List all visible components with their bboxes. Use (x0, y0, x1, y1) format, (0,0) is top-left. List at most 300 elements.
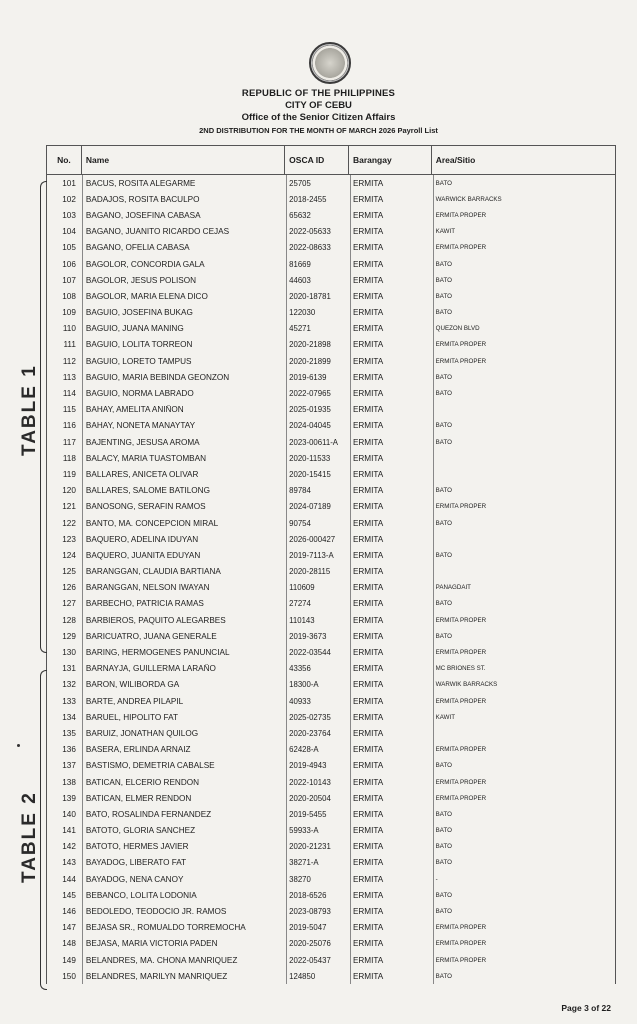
cell-area: BATO (435, 260, 452, 268)
cell-osca: 38270 (289, 874, 311, 884)
cell-barangay: ERMITA (352, 631, 384, 641)
cell-area: PANAGDAIT (435, 584, 471, 592)
cell-no: 125 (62, 567, 76, 577)
cell-osca: 2020-15415 (289, 469, 331, 479)
cell-name: BANOSONG, SERAFIN RAMOS (85, 502, 206, 512)
cell-area: QUEZON BLVD (435, 325, 480, 333)
table-row (47, 353, 615, 369)
table-row (47, 612, 615, 628)
cell-osca: 45271 (289, 324, 311, 334)
table-row (47, 288, 615, 304)
table-row (47, 418, 615, 434)
table-row (47, 709, 615, 725)
cell-barangay: ERMITA (352, 389, 384, 399)
cell-barangay: ERMITA (352, 939, 384, 949)
table-row (47, 483, 615, 499)
cell-area: BATO (435, 422, 452, 430)
cell-osca: 40933 (289, 696, 311, 706)
table-row (47, 774, 615, 790)
cell-barangay: ERMITA (352, 243, 384, 253)
table-row (47, 871, 615, 887)
cell-area: KAWIT (435, 228, 456, 236)
table-row (47, 256, 615, 272)
cell-osca: 2022-10143 (289, 777, 331, 787)
cell-no: 124 (62, 550, 76, 560)
cell-no: 130 (62, 648, 76, 658)
table-row (47, 531, 615, 547)
cell-osca: 2020-18781 (289, 291, 331, 301)
cell-barangay: ERMITA (352, 955, 384, 965)
cell-barangay: ERMITA (352, 599, 384, 609)
col-header-barangay: Barangay (349, 146, 432, 174)
cell-area: ERMITA PROPER (435, 503, 487, 511)
col-header-no: No. (47, 146, 82, 174)
cell-no: 105 (62, 243, 76, 253)
cell-osca: 2023-08793 (289, 907, 331, 917)
cell-barangay: ERMITA (352, 178, 384, 188)
cell-no: 118 (62, 453, 76, 463)
table-row (47, 547, 615, 563)
cell-osca: 2018-6526 (289, 890, 327, 900)
cell-no: 147 (62, 923, 76, 933)
cell-barangay: ERMITA (352, 680, 384, 690)
table-row (47, 887, 615, 903)
cell-barangay: ERMITA (352, 745, 384, 755)
cell-barangay: ERMITA (352, 356, 384, 366)
header-republic: REPUBLIC OF THE PHILIPPINES (241, 88, 396, 99)
cell-barangay: ERMITA (352, 890, 384, 900)
payroll-table (46, 145, 616, 984)
cell-no: 112 (62, 356, 76, 366)
cell-name: BASERA, ERLINDA ARNAIZ (85, 745, 191, 755)
cell-barangay: ERMITA (352, 712, 384, 722)
cell-area: ERMITA PROPER (435, 244, 487, 252)
cell-area: BATO (435, 827, 452, 835)
cell-area: BATO (435, 859, 452, 867)
table-row (47, 385, 615, 401)
cell-name: BANTO, MA. CONCEPCION MIRAL (85, 518, 219, 528)
cell-osca: 18300-A (289, 680, 319, 690)
column-divider (350, 175, 351, 984)
cell-name: BATO, ROSALINDA FERNANDEZ (85, 809, 212, 819)
table-row (47, 903, 615, 919)
cell-name: BAHAY, AMELITA ANIÑON (85, 405, 184, 415)
cell-barangay: ERMITA (352, 664, 384, 674)
cell-no: 131 (62, 664, 76, 674)
table1-bracket (40, 181, 47, 653)
cell-barangay: ERMITA (352, 534, 384, 544)
cell-osca: 2024-04045 (289, 421, 331, 431)
table-row (47, 644, 615, 660)
cell-osca: 2020-20504 (289, 793, 331, 803)
cell-name: BARBECHO, PATRICIA RAMAS (85, 599, 204, 609)
table-row (47, 790, 615, 806)
cell-name: BARUIZ, JONATHAN QUILOG (85, 728, 199, 738)
cell-osca: 2020-21898 (289, 340, 331, 350)
cell-osca: 2019-6139 (289, 372, 327, 382)
cell-area: BATO (435, 843, 452, 851)
cell-osca: 65632 (289, 210, 311, 220)
col-header-area-sitio: Area/Sitio (435, 155, 476, 165)
cell-no: 139 (62, 793, 76, 803)
cell-barangay: ERMITA (352, 793, 384, 803)
cell-barangay: ERMITA (352, 696, 384, 706)
table-row (47, 321, 615, 337)
table-row (47, 175, 615, 191)
cell-no: 101 (62, 178, 76, 188)
cell-osca: 2020-21231 (289, 842, 331, 852)
cell-barangay: ERMITA (352, 486, 384, 496)
cell-area: BATO (435, 309, 452, 317)
cell-barangay: ERMITA (352, 842, 384, 852)
cell-barangay: ERMITA (352, 826, 384, 836)
cell-no: 109 (62, 308, 76, 318)
cell-osca: 2019-5047 (289, 923, 327, 933)
cell-area: BATO (435, 390, 452, 398)
cell-barangay: ERMITA (352, 227, 384, 237)
table-row (47, 580, 615, 596)
cell-no: 146 (62, 907, 76, 917)
cell-name: BARANGGAN, NELSON IWAYAN (85, 583, 210, 593)
table-row (47, 952, 615, 968)
table-row (47, 466, 615, 482)
cell-osca: 2026-000427 (289, 534, 336, 544)
cell-osca: 2020-21899 (289, 356, 331, 366)
cell-no: 140 (62, 809, 76, 819)
table-row (47, 725, 615, 741)
table-row (47, 450, 615, 466)
cell-name: BARTE, ANDREA PILAPIL (85, 696, 184, 706)
cell-area: BATO (435, 438, 452, 446)
cell-no: 103 (62, 210, 76, 220)
cell-area: ERMITA PROPER (435, 778, 487, 786)
cell-osca: 90754 (289, 518, 311, 528)
cell-barangay: ERMITA (352, 405, 384, 415)
cell-no: 149 (62, 955, 76, 965)
cell-name: BAGOLOR, CONCORDIA GALA (85, 259, 205, 269)
table-row (47, 855, 615, 871)
table-row (47, 677, 615, 693)
cell-name: BAGUIO, LOLITA TORREON (85, 340, 193, 350)
cell-barangay: ERMITA (352, 550, 384, 560)
col-header-osca-id: OSCA ID (285, 146, 349, 174)
cell-name: BALLARES, ANICETA OLIVAR (85, 469, 199, 479)
cell-name: BAGUIO, JOSEFINA BUKAG (85, 308, 193, 318)
cell-name: BAGUIO, LORETO TAMPUS (85, 356, 192, 366)
cell-area: MC BRIONES ST. (435, 665, 486, 673)
cell-osca: 89784 (289, 486, 311, 496)
cell-name: BELANDRES, MARILYN MANRIQUEZ (85, 971, 228, 981)
cell-osca: 62428-A (289, 745, 319, 755)
cell-no: 143 (62, 858, 76, 868)
cell-osca: 110609 (289, 583, 315, 593)
cell-area: WARWIK BARRACKS (435, 681, 498, 689)
cell-name: BATICAN, ELCERIO RENDON (85, 777, 200, 787)
cell-osca: 2025-01935 (289, 405, 331, 415)
cell-barangay: ERMITA (352, 907, 384, 917)
cell-name: BAHAY, NONETA MANAYTAY (85, 421, 196, 431)
cell-area: WARWICK BARRACKS (435, 195, 502, 203)
cell-area: BATO (435, 908, 452, 916)
cell-name: BAQUERO, ADELINA IDUYAN (85, 534, 199, 544)
cell-name: BEJASA, MARIA VICTORIA PADEN (85, 939, 218, 949)
table-header-row (47, 146, 615, 175)
cell-name: BAGUIO, JUANA MANING (85, 324, 184, 334)
cell-no: 127 (62, 599, 76, 609)
cell-area: ERMITA PROPER (435, 341, 487, 349)
col-header-name: Name (82, 146, 285, 174)
cell-barangay: ERMITA (352, 453, 384, 463)
table-row (47, 305, 615, 321)
cell-no: 113 (62, 372, 76, 382)
cell-osca: 2022-05633 (289, 227, 331, 237)
cell-no: 148 (62, 939, 76, 949)
table-row (47, 596, 615, 612)
cell-osca: 2019-5455 (289, 809, 327, 819)
cell-no: 129 (62, 631, 76, 641)
cell-name: BARON, WILIBORDA GA (85, 680, 180, 690)
cell-barangay: ERMITA (352, 971, 384, 981)
cell-no: 134 (62, 712, 76, 722)
cell-barangay: ERMITA (352, 567, 384, 577)
cell-name: BELANDRES, MA. CHONA MANRIQUEZ (85, 955, 238, 965)
cell-osca: 110143 (289, 615, 315, 625)
table-row (47, 839, 615, 855)
cell-no: 102 (62, 194, 76, 204)
cell-no: 138 (62, 777, 76, 787)
cell-no: 141 (62, 826, 76, 836)
table1-handwritten-label: TABLE 1 (19, 364, 40, 456)
cell-name: BEJASA SR., ROMUALDO TORREMOCHA (85, 923, 246, 933)
cell-name: BAGUIO, NORMA LABRADO (85, 389, 194, 399)
cell-no: 123 (62, 534, 76, 544)
cell-no: 144 (62, 874, 76, 884)
table-row (47, 806, 615, 822)
column-divider (433, 175, 434, 984)
cell-area: ERMITA PROPER (435, 794, 487, 802)
cell-barangay: ERMITA (352, 437, 384, 447)
table-row (47, 920, 615, 936)
cell-barangay: ERMITA (352, 874, 384, 884)
cell-no: 137 (62, 761, 76, 771)
cell-name: BASTISMO, DEMETRIA CABALSE (85, 761, 215, 771)
cell-no: 133 (62, 696, 76, 706)
cell-osca: 2023-00611-A (289, 437, 338, 447)
table-row (47, 337, 615, 353)
table-row (47, 936, 615, 952)
cell-barangay: ERMITA (352, 469, 384, 479)
cell-osca: 124850 (289, 971, 316, 981)
cell-barangay: ERMITA (352, 858, 384, 868)
cell-osca: 122030 (289, 308, 316, 318)
cell-name: BATOTO, HERMES JAVIER (85, 842, 189, 852)
cell-name: BAGUIO, MARIA BEBINDA GEONZON (85, 372, 230, 382)
cell-name: BARING, HERMOGENES PANUNCIAL (85, 648, 230, 658)
cell-name: BEBANCO, LOLITA LODONIA (85, 890, 197, 900)
cell-osca: 38271-A (289, 858, 319, 868)
cell-osca: 44603 (289, 275, 311, 285)
cell-barangay: ERMITA (352, 275, 384, 285)
cell-no: 126 (62, 583, 76, 593)
cell-name: BAGANO, JUANITO RICARDO CEJAS (85, 227, 230, 237)
cell-no: 121 (62, 502, 76, 512)
cell-area: ERMITA PROPER (435, 357, 487, 365)
cell-osca: 2024-07189 (289, 502, 331, 512)
cell-osca: 2020-11533 (289, 453, 331, 463)
cell-name: BACUS, ROSITA ALEGARME (85, 178, 196, 188)
cell-area: ERMITA PROPER (435, 697, 487, 705)
cell-name: BARNAYJA, GUILLERMA LARAÑO (85, 664, 216, 674)
table-row (47, 402, 615, 418)
cell-no: 128 (62, 615, 76, 625)
cell-name: BARICUATRO, JUANA GENERALE (85, 631, 217, 641)
cell-no: 122 (62, 518, 76, 528)
cell-no: 114 (62, 389, 76, 399)
cell-area: BATO (435, 762, 452, 770)
cell-barangay: ERMITA (352, 259, 384, 269)
cell-barangay: ERMITA (352, 324, 384, 334)
cell-osca: 2020-28115 (289, 567, 331, 577)
cell-area: KAWIT (435, 713, 456, 721)
cell-no: 135 (62, 728, 76, 738)
table-row (47, 564, 615, 580)
table-row (47, 240, 615, 256)
table-row (47, 224, 615, 240)
cell-no: 120 (62, 486, 76, 496)
table-row (47, 628, 615, 644)
cell-barangay: ERMITA (352, 308, 384, 318)
cell-area: ERMITA PROPER (435, 746, 487, 754)
cell-barangay: ERMITA (352, 291, 384, 301)
cell-osca: 27274 (289, 599, 311, 609)
table-row (47, 369, 615, 385)
cell-osca: 81669 (289, 259, 311, 269)
cell-no: 110 (62, 324, 76, 334)
cell-osca: 2018-2455 (289, 194, 327, 204)
cell-area: BATO (435, 972, 452, 980)
cell-name: BAJENTING, JESUSA AROMA (85, 437, 200, 447)
cell-area: BATO (435, 373, 452, 381)
cell-osca: 2022-03544 (289, 648, 331, 658)
cell-no: 107 (62, 275, 76, 285)
table-row (47, 968, 615, 984)
cell-area: BATO (435, 292, 452, 300)
table-row (47, 272, 615, 288)
cell-name: BAGANO, OFELIA CABASA (85, 243, 190, 253)
cell-name: BAGANO, JOSEFINA CABASA (85, 210, 201, 220)
cell-no: 117 (62, 437, 76, 447)
cell-no: 150 (62, 971, 76, 981)
cell-no: 104 (62, 227, 76, 237)
table-row (47, 693, 615, 709)
table-row (47, 823, 615, 839)
table2-handwritten-label: TABLE 2 (19, 791, 40, 883)
cell-name: BADAJOS, ROSITA BACULPO (85, 194, 200, 204)
cell-osca: 2019-3673 (289, 631, 327, 641)
cell-name: BATOTO, GLORIA SANCHEZ (85, 826, 196, 836)
cell-no: 111 (63, 340, 76, 350)
table2-bracket (40, 670, 47, 990)
cell-name: BARUEL, HIPOLITO FAT (85, 712, 178, 722)
cell-osca: 2019-4943 (289, 761, 327, 771)
cell-barangay: ERMITA (352, 777, 384, 787)
cell-osca: 2022-05437 (289, 955, 331, 965)
cell-name: BARBIEROS, PAQUITO ALEGARBES (85, 615, 226, 625)
cell-osca: 2022-07965 (289, 389, 331, 399)
cell-no: 115 (62, 405, 76, 415)
table-row (47, 758, 615, 774)
cell-name: BAYADOG, LIBERATO FAT (85, 858, 187, 868)
cell-area: BATO (435, 551, 452, 559)
cell-area: BATO (435, 810, 452, 818)
cell-no: 119 (62, 469, 76, 479)
cell-barangay: ERMITA (352, 210, 384, 220)
cell-barangay: ERMITA (352, 372, 384, 382)
cell-no: 106 (62, 259, 76, 269)
cell-area: BATO (435, 179, 452, 187)
cell-no: 132 (62, 680, 76, 690)
cell-name: BAGOLOR, JESUS POLISON (85, 275, 196, 285)
cell-no: 116 (62, 421, 76, 431)
cell-no: 108 (62, 291, 76, 301)
cell-osca: 2020-25076 (289, 939, 331, 949)
cell-barangay: ERMITA (352, 421, 384, 431)
column-divider (82, 175, 83, 984)
cell-barangay: ERMITA (352, 518, 384, 528)
cell-barangay: ERMITA (352, 194, 384, 204)
cell-barangay: ERMITA (352, 809, 384, 819)
cell-name: BAYADOG, NENA CANOY (85, 874, 184, 884)
cell-no: 145 (62, 890, 76, 900)
cell-osca: 25705 (289, 178, 311, 188)
cell-osca: 2022-08633 (289, 243, 331, 253)
cell-area: ERMITA PROPER (435, 211, 487, 219)
cell-area: BATO (435, 519, 452, 527)
cell-osca: 59933-A (289, 826, 319, 836)
cell-osca: 2025-02735 (289, 712, 331, 722)
cell-name: BEDOLEDO, TEODOCIO JR. RAMOS (85, 907, 227, 917)
cell-area: BATO (435, 600, 452, 608)
cell-barangay: ERMITA (352, 340, 384, 350)
cell-area: ERMITA PROPER (435, 616, 487, 624)
table-row (47, 499, 615, 515)
table-row (47, 207, 615, 223)
table-row (47, 191, 615, 207)
page-number: Page 3 of 22 (561, 1003, 611, 1013)
cell-barangay: ERMITA (352, 728, 384, 738)
table-row (47, 661, 615, 677)
cell-barangay: ERMITA (352, 583, 384, 593)
cell-area: ERMITA PROPER (435, 649, 487, 657)
cell-name: BALACY, MARIA TUASTOMBAN (85, 453, 207, 463)
table-body (47, 175, 615, 984)
cell-no: 142 (62, 842, 76, 852)
cell-name: BATICAN, ELMER RENDON (85, 793, 192, 803)
cell-osca: 2020-23764 (289, 728, 331, 738)
cell-area: BATO (435, 487, 452, 495)
cell-area: ERMITA PROPER (435, 924, 487, 932)
table-row (47, 434, 615, 450)
cell-area: ERMITA PROPER (435, 956, 487, 964)
cell-osca: 43356 (289, 664, 311, 674)
city-seal-logo (309, 42, 351, 84)
cell-name: BALLARES, SALOME BATILONG (85, 486, 210, 496)
cell-barangay: ERMITA (352, 923, 384, 933)
cell-area: - (435, 875, 438, 883)
cell-area: BATO (435, 632, 452, 640)
cell-barangay: ERMITA (352, 615, 384, 625)
header-city: CITY OF CEBU (285, 100, 352, 111)
